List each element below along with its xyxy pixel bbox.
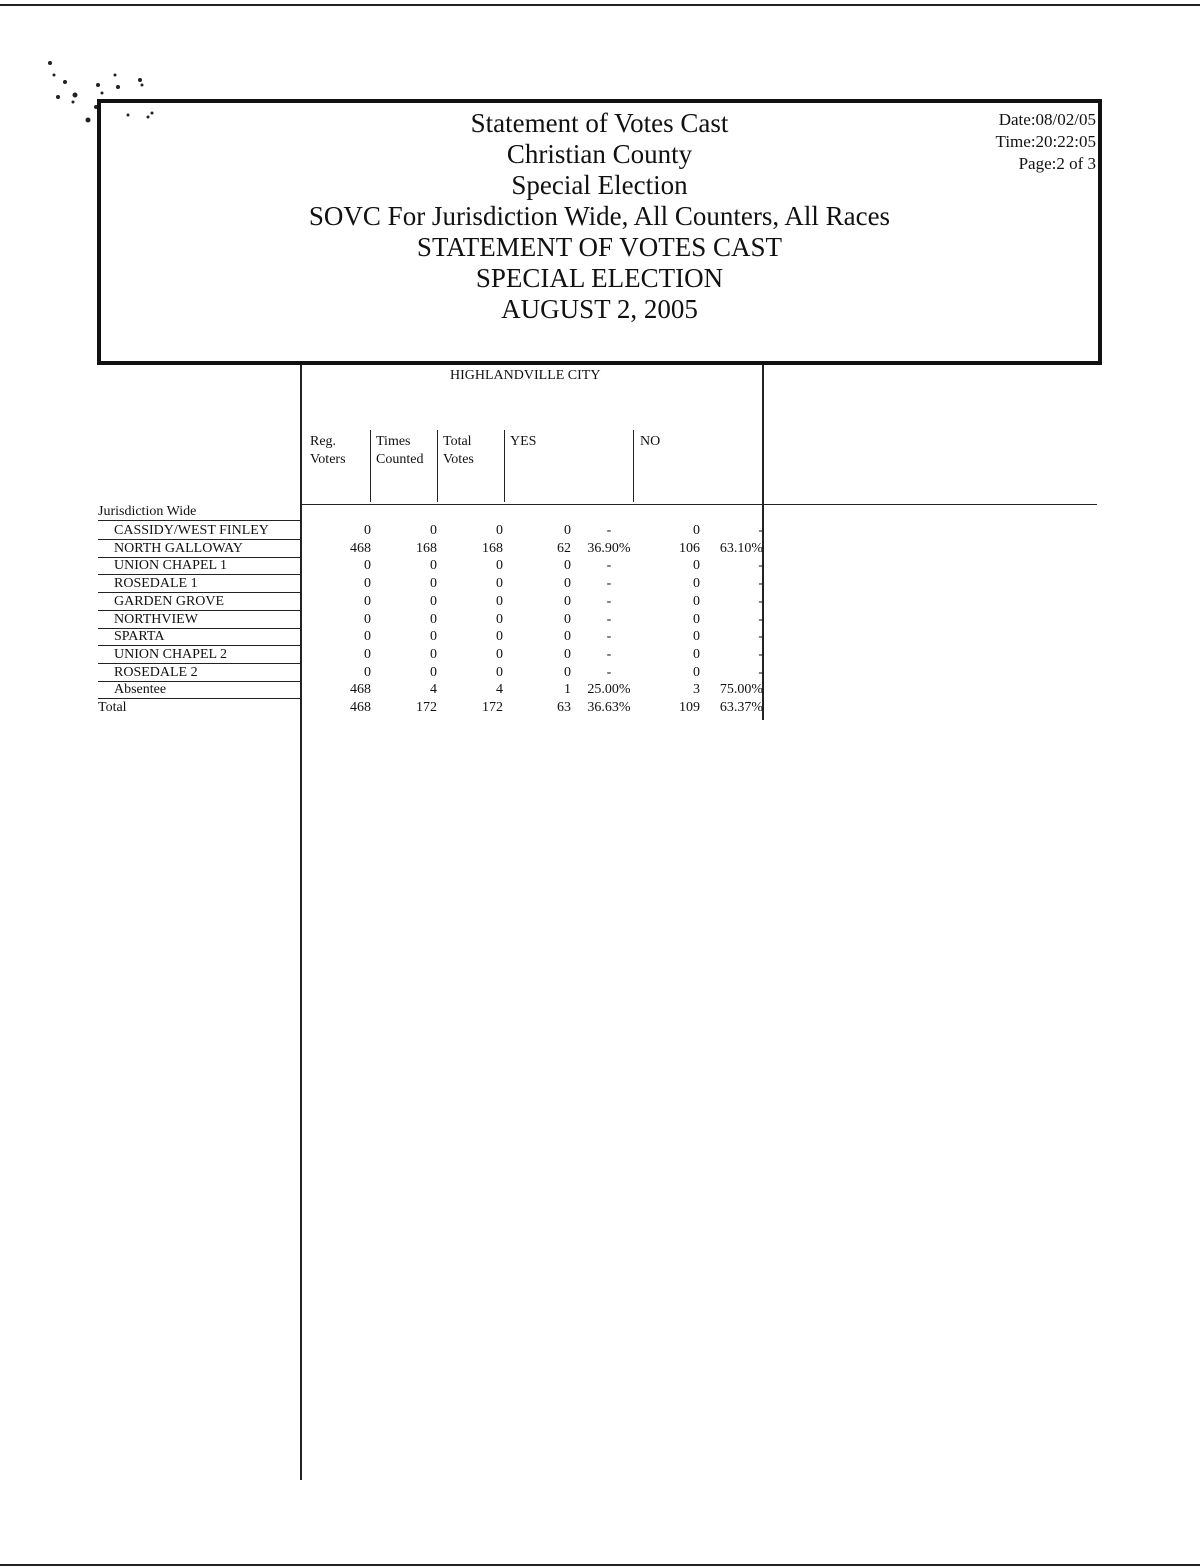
cell-reg-voters: 468	[350, 700, 371, 715]
cell-no-percent: 63.10%	[719, 540, 763, 556]
cell-total-votes: 4	[496, 682, 503, 698]
precinct-name: GARDEN GROVE	[114, 593, 225, 609]
cell-no-votes: 109	[679, 700, 700, 715]
cell-no-votes: 0	[693, 611, 700, 627]
cell-reg-voters: 0	[364, 611, 371, 627]
cell-times-counted: 0	[430, 664, 437, 680]
col-header-no: NO	[640, 434, 661, 449]
scan-top-edge	[0, 4, 1200, 6]
cell-times-counted: 0	[430, 611, 437, 627]
precinct-name: ROSEDALE 1	[114, 576, 198, 592]
cell-reg-voters: 0	[364, 629, 371, 645]
cell-times-counted: 0	[430, 646, 437, 662]
cell-total-votes: 168	[482, 540, 503, 556]
cell-yes-percent: -	[606, 629, 612, 645]
cell-no-percent: -	[758, 576, 763, 592]
report-title: Statement of Votes Cast	[470, 108, 729, 138]
cell-no-percent: -	[758, 629, 763, 645]
cell-total-votes: 172	[482, 700, 503, 715]
col-divider-yes	[504, 430, 505, 502]
precinct-name: UNION CHAPEL 1	[114, 558, 228, 574]
report-header-box	[97, 99, 1102, 365]
cell-yes-percent: -	[606, 611, 612, 627]
cell-no-votes: 0	[693, 523, 700, 538]
cell-reg-voters: 0	[364, 523, 371, 538]
cell-times-counted: 0	[430, 593, 437, 609]
cell-no-votes: 0	[693, 576, 700, 592]
election-type-caps: SPECIAL ELECTION	[475, 263, 724, 293]
cell-no-percent: -	[758, 611, 763, 627]
cell-yes-votes: 0	[564, 558, 571, 574]
cell-yes-votes: 63	[557, 700, 571, 715]
cell-yes-percent: -	[606, 664, 612, 680]
cell-yes-percent: 25.00%	[587, 682, 631, 698]
precinct-name: ROSEDALE 2	[114, 664, 198, 680]
cell-yes-votes: 0	[564, 664, 571, 680]
cell-no-votes: 0	[693, 593, 700, 609]
cell-no-votes: 0	[693, 664, 700, 680]
scan-bottom-edge	[0, 1564, 1200, 1566]
row-rule	[98, 698, 301, 699]
cell-reg-voters: 0	[364, 558, 371, 574]
cell-yes-votes: 0	[564, 593, 571, 609]
cell-times-counted: 0	[430, 523, 437, 538]
cell-times-counted: 0	[430, 629, 437, 645]
cell-times-counted: 0	[430, 576, 437, 592]
cell-total-votes: 0	[496, 576, 503, 592]
cell-no-votes: 106	[679, 540, 700, 556]
cell-yes-percent: -	[606, 576, 612, 592]
cell-no-percent: -	[758, 593, 763, 609]
cell-times-counted: 0	[430, 558, 437, 574]
col-header-reg-voters: Reg. Voters	[310, 434, 346, 467]
cell-times-counted: 172	[416, 700, 437, 715]
cell-yes-votes: 0	[564, 646, 571, 662]
col-header-total-votes: Total Votes	[443, 434, 474, 467]
precinct-name: NORTHVIEW	[114, 611, 198, 627]
cell-total-votes: 0	[496, 558, 503, 574]
precinct-name: UNION CHAPEL 2	[114, 646, 228, 662]
report-scope: SOVC For Jurisdiction Wide, All Counters, All Races	[308, 201, 891, 231]
cell-total-votes: 0	[496, 646, 503, 662]
col-divider-total	[437, 430, 438, 502]
cell-yes-percent: 36.90%	[587, 540, 631, 556]
cell-no-percent: 75.00%	[719, 682, 763, 698]
cell-reg-voters: 0	[364, 646, 371, 662]
cell-times-counted: 4	[430, 682, 437, 698]
cell-no-votes: 0	[693, 558, 700, 574]
precinct-name: Absentee	[114, 682, 167, 698]
page-number: Page:2 of 3	[1018, 154, 1096, 173]
col-header-yes: YES	[510, 434, 537, 449]
cell-total-votes: 0	[496, 629, 503, 645]
cell-no-percent: -	[758, 664, 763, 680]
cell-no-votes: 0	[693, 646, 700, 662]
cell-total-votes: 0	[496, 593, 503, 609]
col-divider-no	[633, 430, 634, 502]
header-bottom-rule	[300, 504, 1097, 505]
election-date: AUGUST 2, 2005	[501, 294, 698, 324]
cell-no-votes: 0	[693, 629, 700, 645]
cell-no-percent: -	[758, 523, 763, 538]
report-title-caps: STATEMENT OF VOTES CAST	[416, 232, 783, 262]
col-header-times-counted: Times Counted	[376, 434, 424, 467]
cell-total-votes: 0	[496, 611, 503, 627]
report-date: Date:08/02/05	[998, 110, 1096, 129]
cell-no-percent: -	[758, 558, 763, 574]
cell-reg-voters: 0	[364, 593, 371, 609]
cell-yes-votes: 0	[564, 629, 571, 645]
cell-total-votes: 0	[496, 664, 503, 680]
cell-no-votes: 3	[693, 682, 700, 698]
cell-yes-votes: 62	[557, 540, 571, 556]
section-rule	[98, 520, 301, 521]
col-divider-times	[370, 430, 371, 502]
cell-yes-percent: -	[606, 646, 612, 662]
report-time: Time:20:22:05	[995, 132, 1096, 151]
total-row-label: Total	[98, 700, 127, 715]
precinct-name: CASSIDY/WEST FINLEY	[114, 523, 269, 538]
county-name: Christian County	[506, 139, 693, 169]
cell-yes-percent: -	[606, 523, 612, 538]
cell-reg-voters: 468	[350, 540, 371, 556]
precinct-name: NORTH GALLOWAY	[114, 540, 243, 556]
cell-yes-percent: -	[606, 558, 612, 574]
cell-reg-voters: 0	[364, 576, 371, 592]
cell-yes-percent: 36.63%	[587, 700, 631, 715]
precinct-name: SPARTA	[114, 629, 165, 645]
cell-reg-voters: 468	[350, 682, 371, 698]
cell-yes-percent: -	[606, 593, 612, 609]
cell-yes-votes: 1	[564, 682, 571, 698]
cell-times-counted: 168	[416, 540, 437, 556]
cell-yes-votes: 0	[564, 611, 571, 627]
cell-total-votes: 0	[496, 523, 503, 538]
election-type: Special Election	[511, 170, 688, 200]
section-label: Jurisdiction Wide	[98, 504, 197, 519]
cell-reg-voters: 0	[364, 664, 371, 680]
cell-yes-votes: 0	[564, 523, 571, 538]
cell-no-percent: -	[758, 646, 763, 662]
cell-no-percent: 63.37%	[719, 700, 763, 715]
left-divider	[300, 365, 302, 1480]
contest-title: HIGHLANDVILLE CITY	[450, 368, 601, 383]
cell-yes-votes: 0	[564, 576, 571, 592]
